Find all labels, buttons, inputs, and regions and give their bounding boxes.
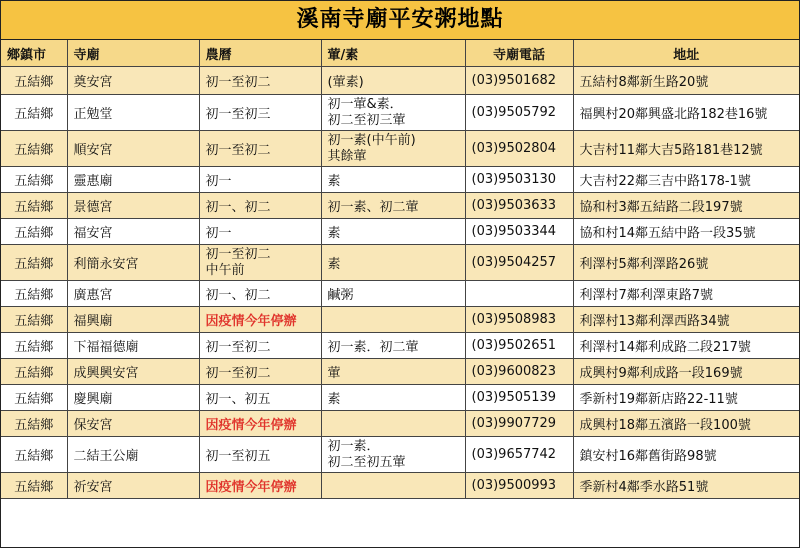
cell-lunar-line: 初一至初二 xyxy=(205,246,271,262)
cell-temple: 下福福德廟 xyxy=(67,333,199,359)
cell-town: 五結鄉 xyxy=(1,95,67,131)
cell-temple: 奠安宮 xyxy=(67,67,199,95)
cell-address: 成興村18鄰五濱路一段100號 xyxy=(573,411,799,437)
cell-meat-line: 初一素(中午前) xyxy=(327,132,416,148)
cell-lunar-line: 因疫情今年停辦 xyxy=(205,418,297,433)
table-row xyxy=(1,131,799,167)
cell-lunar-line: 初一、初五 xyxy=(205,392,271,407)
cell-meat xyxy=(321,67,465,95)
cell-address: 福興村20鄰興盛北路182巷16號 xyxy=(573,95,799,131)
cell-lunar xyxy=(199,281,321,307)
cell-address: 季新村4鄰季水路51號 xyxy=(573,473,799,499)
cell-lunar xyxy=(199,437,321,473)
cell-town: 五結鄉 xyxy=(1,385,67,411)
cell-address: 鎮安村16鄰舊街路98號 xyxy=(573,437,799,473)
cell-phone: (03)9503130 xyxy=(465,167,573,193)
cell-meat-line: 初一葷&素． xyxy=(327,96,403,112)
cell-address: 利澤村7鄰利澤東路7號 xyxy=(573,281,799,307)
cell-meat xyxy=(321,193,465,219)
cell-lunar xyxy=(199,307,321,333)
cell-address: 協和村14鄰五結中路一段35號 xyxy=(573,219,799,245)
cell-meat xyxy=(321,131,465,167)
cell-meat xyxy=(321,245,465,281)
cell-lunar xyxy=(199,359,321,385)
cell-town: 五結鄉 xyxy=(1,473,67,499)
cell-phone xyxy=(465,281,573,307)
cell-lunar-line: 初一至初三 xyxy=(205,107,271,122)
cell-meat-line: 初一素． xyxy=(327,438,380,454)
table-row xyxy=(1,219,799,245)
cell-lunar xyxy=(199,385,321,411)
cell-town: 五結鄉 xyxy=(1,193,67,219)
cell-lunar-line: 因疫情今年停辦 xyxy=(205,314,297,329)
cell-lunar-line: 因疫情今年停辦 xyxy=(205,480,297,495)
cell-temple: 祈安宮 xyxy=(67,473,199,499)
cell-meat-line: 素 xyxy=(327,257,341,272)
cell-temple: 慶興廟 xyxy=(67,385,199,411)
table-row xyxy=(1,359,799,385)
table-row xyxy=(1,307,799,333)
cell-phone: (03)9508983 xyxy=(465,307,573,333)
cell-temple: 景德宮 xyxy=(67,193,199,219)
cell-address: 協和村3鄰五結路二段197號 xyxy=(573,193,799,219)
table-row xyxy=(1,473,799,499)
cell-town: 五結鄉 xyxy=(1,281,67,307)
cell-meat-line: 葷 xyxy=(327,366,341,381)
cell-lunar xyxy=(199,473,321,499)
cell-temple: 保安宮 xyxy=(67,411,199,437)
cell-temple: 正勉堂 xyxy=(67,95,199,131)
cell-phone: (03)9502804 xyxy=(465,131,573,167)
cell-lunar xyxy=(199,245,321,281)
header-temple: 寺廟 xyxy=(67,40,199,67)
cell-lunar-line: 初一、初二 xyxy=(205,200,271,215)
table-row xyxy=(1,167,799,193)
cell-town: 五結鄉 xyxy=(1,307,67,333)
cell-lunar xyxy=(199,131,321,167)
cell-meat-line: 素 xyxy=(327,226,341,241)
cell-town: 五結鄉 xyxy=(1,411,67,437)
cell-meat xyxy=(321,219,465,245)
table-row xyxy=(1,193,799,219)
cell-lunar-line: 初一、初二 xyxy=(205,288,271,303)
header-lunar: 農曆 xyxy=(199,40,321,67)
cell-phone: (03)9502651 xyxy=(465,333,573,359)
cell-temple: 成興興安宮 xyxy=(67,359,199,385)
cell-address: 利澤村5鄰利澤路26號 xyxy=(573,245,799,281)
cell-lunar xyxy=(199,193,321,219)
cell-meat-line: 初二至初五葷 xyxy=(327,454,406,470)
cell-address: 利澤村13鄰利澤西路34號 xyxy=(573,307,799,333)
cell-phone: (03)9657742 xyxy=(465,437,573,473)
cell-phone: (03)9505139 xyxy=(465,385,573,411)
cell-phone: (03)9907729 xyxy=(465,411,573,437)
cell-meat-line: 初二至初三葷 xyxy=(327,112,406,128)
cell-phone: (03)9600823 xyxy=(465,359,573,385)
table-row xyxy=(1,411,799,437)
cell-lunar-line: 初一至初二 xyxy=(205,75,271,90)
cell-phone: (03)9503344 xyxy=(465,219,573,245)
cell-town: 五結鄉 xyxy=(1,333,67,359)
cell-temple: 靈惠廟 xyxy=(67,167,199,193)
cell-lunar xyxy=(199,219,321,245)
table-row xyxy=(1,281,799,307)
cell-town: 五結鄉 xyxy=(1,437,67,473)
cell-meat xyxy=(321,333,465,359)
cell-meat-line: 初一素．初二葷 xyxy=(327,340,419,355)
cell-meat-line: 初一素、初二葷 xyxy=(327,200,419,215)
cell-temple: 廣惠宮 xyxy=(67,281,199,307)
header-address: 地址 xyxy=(573,40,799,67)
cell-town: 五結鄉 xyxy=(1,359,67,385)
cell-address: 大吉村22鄰三吉中路178-1號 xyxy=(573,167,799,193)
cell-meat xyxy=(321,385,465,411)
cell-lunar-line: 初一至初五 xyxy=(205,449,271,464)
table-row xyxy=(1,245,799,281)
cell-lunar xyxy=(199,333,321,359)
cell-town: 五結鄉 xyxy=(1,245,67,281)
cell-lunar-line: 初一至初二 xyxy=(205,340,271,355)
cell-phone: (03)9500993 xyxy=(465,473,573,499)
temple-table xyxy=(1,40,799,499)
cell-temple: 二結王公廟 xyxy=(67,437,199,473)
cell-phone: (03)9504257 xyxy=(465,245,573,281)
cell-temple: 利簡永安宮 xyxy=(67,245,199,281)
table-row xyxy=(1,67,799,95)
cell-meat xyxy=(321,437,465,473)
cell-lunar-line: 初一 xyxy=(205,226,232,241)
cell-address: 成興村9鄰利成路一段169號 xyxy=(573,359,799,385)
table-row xyxy=(1,333,799,359)
cell-meat-line: (葷素) xyxy=(327,75,364,90)
cell-phone: (03)9505792 xyxy=(465,95,573,131)
header-phone: 寺廟電話 xyxy=(465,40,573,67)
cell-temple: 福安宮 xyxy=(67,219,199,245)
cell-lunar xyxy=(199,411,321,437)
cell-town: 五結鄉 xyxy=(1,131,67,167)
cell-address: 五結村8鄰新生路20號 xyxy=(573,67,799,95)
header-town: 鄉鎮市 xyxy=(1,40,67,67)
cell-meat xyxy=(321,307,465,333)
cell-meat xyxy=(321,281,465,307)
cell-meat-line: 鹹粥 xyxy=(327,288,354,303)
cell-town: 五結鄉 xyxy=(1,167,67,193)
cell-meat xyxy=(321,359,465,385)
cell-temple: 順安宮 xyxy=(67,131,199,167)
table-row xyxy=(1,437,799,473)
cell-phone: (03)9501682 xyxy=(465,67,573,95)
cell-lunar xyxy=(199,167,321,193)
cell-lunar-line: 初一至初二 xyxy=(205,143,271,158)
cell-meat xyxy=(321,411,465,437)
cell-address: 利澤村14鄰利成路二段217號 xyxy=(573,333,799,359)
page-title: 溪南寺廟平安粥地點 xyxy=(1,1,799,40)
cell-phone: (03)9503633 xyxy=(465,193,573,219)
cell-lunar-line: 初一 xyxy=(205,174,232,189)
cell-meat xyxy=(321,167,465,193)
cell-meat xyxy=(321,95,465,131)
cell-meat xyxy=(321,473,465,499)
cell-town: 五結鄉 xyxy=(1,67,67,95)
cell-lunar xyxy=(199,95,321,131)
cell-meat-line: 素 xyxy=(327,174,341,189)
table-row xyxy=(1,95,799,131)
cell-temple: 福興廟 xyxy=(67,307,199,333)
cell-town: 五結鄉 xyxy=(1,219,67,245)
cell-meat-line: 其餘葷 xyxy=(327,148,367,164)
cell-lunar-line: 初一至初二 xyxy=(205,366,271,381)
table-row xyxy=(1,385,799,411)
cell-address: 季新村19鄰新店路22-11號 xyxy=(573,385,799,411)
cell-lunar xyxy=(199,67,321,95)
cell-address: 大吉村11鄰大吉5路181巷12號 xyxy=(573,131,799,167)
cell-meat-line: 素 xyxy=(327,392,341,407)
cell-lunar-line: 中午前 xyxy=(205,262,245,278)
header-meat: 葷/素 xyxy=(321,40,465,67)
header-row xyxy=(1,40,799,67)
